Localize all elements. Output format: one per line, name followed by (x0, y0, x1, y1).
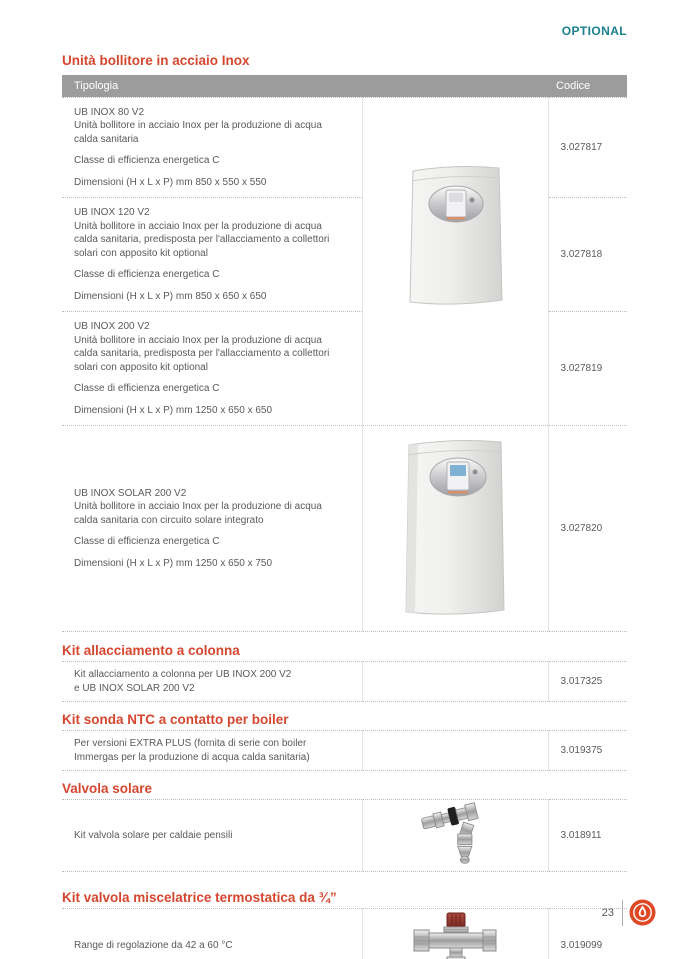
kit-image-cell (362, 731, 548, 771)
product-info-cell (62, 97, 362, 198)
kit-code: 3.019099 (548, 908, 627, 959)
section-title-kit-allacciamento: Kit allacciamento a colonna (62, 643, 240, 658)
kit-description-line2: e UB INOX SOLAR 200 V2 (74, 682, 195, 694)
valvola-miscelatrice-table (62, 908, 627, 959)
product-code: 3.027817 (548, 97, 627, 198)
kit-code: 3.018911 (548, 800, 627, 872)
solar-valve-image (414, 800, 496, 866)
product-energy-class: Classe di efficienza energetica C (74, 383, 220, 394)
kit-description-cell (62, 662, 362, 702)
product-description: Unità bollitore in acciaio Inox per la produzione di acqua calda sanitaria (74, 120, 322, 145)
product-code: 3.027820 (548, 426, 627, 632)
product-dimensions: Dimensioni (H x L x P) mm 850 x 550 x 550 (74, 176, 267, 188)
product-name: UB INOX 80 V2 (74, 106, 145, 118)
kit-image-cell (362, 662, 548, 702)
kit-description: Per versioni EXTRA PLUS (fornita di serie con boiler Immergas per la produzione di acqua calda sanitaria) (74, 738, 310, 763)
product-description: Unità bollitore in acciaio Inox per la produzione di acqua calda sanitaria con circuito solare integrato (74, 501, 322, 526)
product-description: Unità bollitore in acciaio Inox per la produzione di acqua calda sanitaria, predisposta per l'allacciamento a collettori solari con apposito kit optional (74, 220, 330, 259)
thermostatic-valve-image (411, 911, 499, 959)
products-table (62, 75, 627, 632)
kit-description-cell (62, 800, 362, 872)
product-code: 3.027818 (548, 198, 627, 312)
kit-image-cell (362, 800, 548, 872)
kit-row (62, 731, 627, 771)
kit-image-cell (362, 908, 548, 959)
footer-divider (622, 900, 623, 926)
table-header-row (62, 75, 627, 97)
valvola-solare-table (62, 799, 627, 872)
kit-allacciamento-table (62, 661, 627, 702)
product-info-cell (62, 198, 362, 312)
kit-description-line1: Kit allacciamento a colonna per UB INOX 200 V2 (74, 669, 292, 680)
page-footer (602, 899, 656, 926)
boiler-ub-inox-solar-image (394, 433, 516, 619)
product-dimensions: Dimensioni (H x L x P) mm 1250 x 650 x 750 (74, 557, 273, 569)
product-energy-class: Classe di efficienza energetica C (74, 155, 220, 166)
boiler-ub-inox-image (396, 157, 514, 309)
product-dimensions: Dimensioni (H x L x P) mm 850 x 650 x 650 (74, 290, 267, 302)
product-row-ub-inox-80 (62, 97, 627, 198)
page-number: 23 (601, 906, 614, 919)
kit-description: Kit valvola solare per caldaie pensili (74, 829, 233, 841)
kit-row (62, 662, 627, 702)
product-row-ub-inox-solar-200 (62, 426, 627, 632)
kit-description-cell (62, 731, 362, 771)
product-info-cell (62, 312, 362, 426)
immergas-flame-logo-icon (629, 899, 656, 926)
section-title-kit-sonda-ntc: Kit sonda NTC a contatto per boiler (62, 712, 289, 727)
kit-row (62, 800, 627, 872)
product-name: UB INOX SOLAR 200 V2 (74, 487, 187, 499)
product-image-cell (362, 97, 548, 426)
kit-code: 3.017325 (548, 662, 627, 702)
kit-description-cell (62, 908, 362, 959)
product-code: 3.027819 (548, 312, 627, 426)
kit-row (62, 908, 627, 959)
kit-description: Range di regolazione da 42 a 60 °C (74, 940, 233, 952)
section-title-unita-bollitore: Unità bollitore in acciaio Inox (62, 53, 250, 68)
product-name: UB INOX 120 V2 (74, 207, 150, 218)
product-info-cell (62, 426, 362, 632)
product-energy-class: Classe di efficienza energetica C (74, 269, 220, 280)
section-title-valvola-miscelatrice: Kit valvola miscelatrice termostatica da ¾” (62, 889, 337, 905)
page-category-label: OPTIONAL (561, 24, 627, 38)
section-title-valvola-solare: Valvola solare (62, 781, 153, 796)
column-header-codice: Codice (548, 75, 627, 97)
product-description: Unità bollitore in acciaio Inox per la produzione di acqua calda sanitaria, predisposta per l'allacciamento a collettori solari con apposito kit optional (74, 334, 330, 373)
product-energy-class: Classe di efficienza energetica C (74, 536, 220, 548)
product-name: UB INOX 200 V2 (74, 321, 150, 332)
kit-sonda-table (62, 730, 627, 771)
kit-code: 3.019375 (548, 731, 627, 771)
column-header-tipologia: Tipologia (62, 75, 548, 97)
product-dimensions: Dimensioni (H x L x P) mm 1250 x 650 x 650 (74, 404, 273, 416)
product-image-cell (362, 426, 548, 632)
